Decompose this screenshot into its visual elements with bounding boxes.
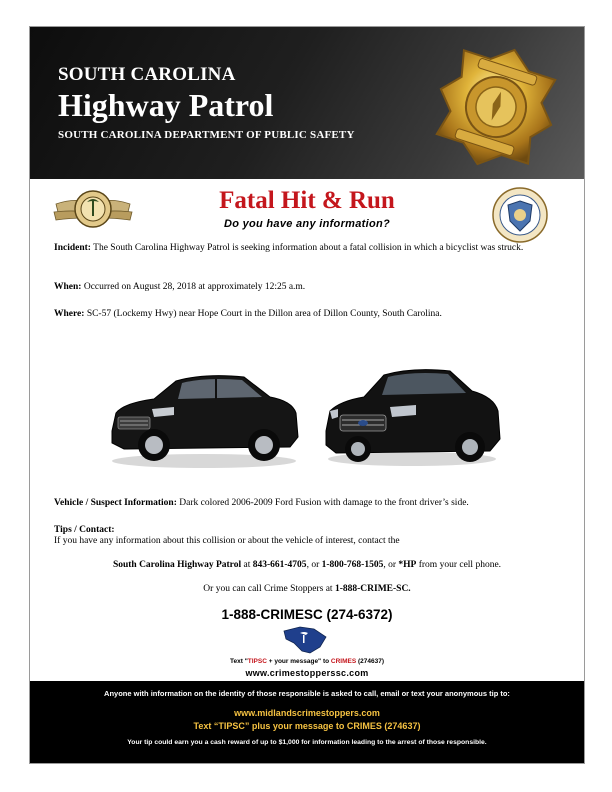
patrol-badge-icon [426, 41, 566, 173]
vehicle-paragraph [54, 497, 564, 509]
text-tip-a: Text " [230, 658, 248, 665]
contact-sep-1: , or [306, 560, 322, 570]
patrol-phone-1: 843-661-4705 [252, 560, 307, 570]
header-banner [30, 27, 584, 179]
text-tip-line [30, 658, 584, 665]
crimestoppers-phone: 1-888-CRIME-SC. [334, 584, 411, 594]
patrol-phone-2: 1-800-768-1505 [321, 560, 384, 570]
contact-suffix: from your cell phone. [416, 560, 502, 570]
header-department: SOUTH CAROLINA DEPARTMENT OF PUBLIC SAFETY [58, 129, 355, 141]
crimestoppers-url[interactable]: www.crimestopperssc.com [245, 668, 369, 678]
flyer [29, 26, 585, 764]
crimestoppers-call-line [30, 584, 584, 594]
incident-paragraph [54, 242, 564, 254]
footer-reward: Your tip could earn you a cash reward of up to $1,000 for information leading to the arrest of those responsible. [127, 739, 487, 746]
header-state: SOUTH CAROLINA [58, 64, 236, 85]
header-title: Highway Patrol [58, 87, 274, 123]
when-text: Occurred on August 28, 2018 at approximately 12:25 a.m. [81, 282, 306, 292]
footer-intro: Anyone with information on the identity of those responsible is asked to call, email or text your anonymous tip to: [104, 689, 510, 698]
where-paragraph [54, 308, 564, 320]
contact-at: at [241, 560, 253, 570]
tips-text: If you have any information about this collision or about the vehicle of interest, contact the [54, 536, 400, 546]
text-tip-c: (274637) [356, 658, 384, 665]
footer-banner [30, 681, 584, 764]
crimestoppers-prefix: Or you can call Crime Stoppers at [203, 584, 335, 594]
south-carolina-map-icon [282, 625, 330, 655]
incident-text: The South Carolina Highway Patrol is seeking information about a fatal collision in which a bicyclist was struck. [90, 243, 524, 253]
patrol-contact-name: South Carolina Highway Patrol [112, 560, 242, 570]
crimestoppers-big-phone: 1-888-CRIMESC (274-6372) [221, 607, 393, 622]
footer-url[interactable]: www.midlandscrimestoppers.com [234, 708, 380, 718]
text-tip-b: + your message" to [266, 658, 331, 665]
when-label: When: [54, 282, 82, 292]
text-tip-code: TIPSC [247, 658, 267, 665]
ford-fusion-side-photo [104, 353, 304, 473]
patrol-contact-line [30, 560, 584, 570]
patrol-phone-3: *HP [398, 560, 417, 570]
vehicle-text: Dark colored 2006-2009 Ford Fusion with damage to the front driver’s side. [176, 498, 469, 508]
when-paragraph [54, 281, 564, 293]
footer-text-line: Text “TIPSC” plus your message to CRIMES (274637) [193, 721, 421, 731]
contact-sep-2: , or [383, 560, 399, 570]
dps-seal-icon [492, 187, 548, 243]
where-label: Where: [54, 309, 85, 319]
poster-title: Fatal Hit & Run [219, 187, 395, 214]
incident-label: Incident: [54, 243, 91, 253]
poster-subtitle: Do you have any information? [223, 218, 391, 230]
tips-label: Tips / Contact: [54, 525, 115, 535]
text-tip-crimes: CRIMES [330, 658, 357, 665]
vehicle-label: Vehicle / Suspect Information: [54, 498, 177, 508]
ford-fusion-front-photo [320, 357, 504, 469]
where-text: SC-57 (Lockemy Hwy) near Hope Court in the Dillon area of Dillon County, South Carolina. [84, 309, 442, 319]
